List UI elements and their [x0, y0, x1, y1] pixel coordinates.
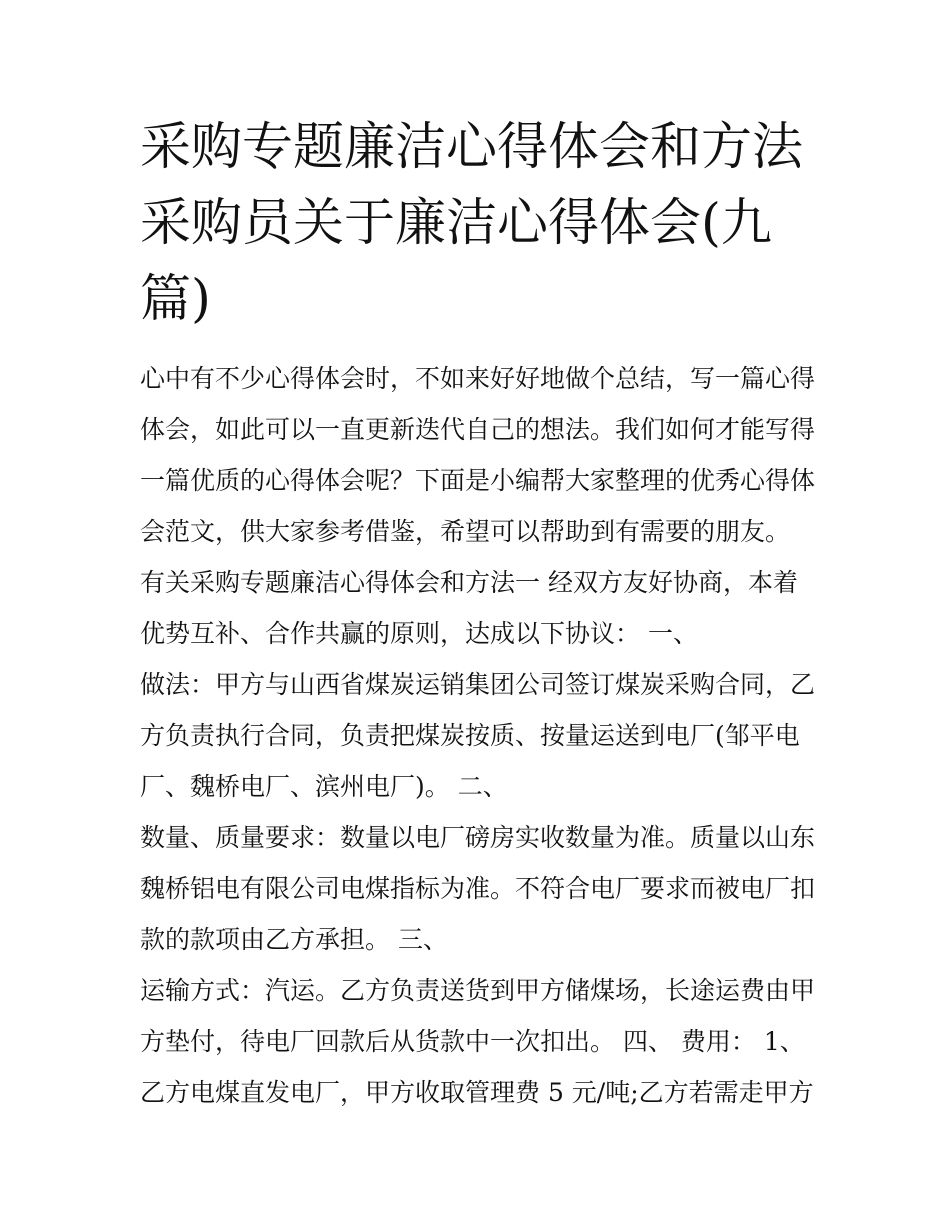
body-line: 优势互补、合作共赢的原则，达成以下协议： 一、	[140, 619, 698, 648]
body-line: 做法：甲方与山西省煤炭运销集团公司签订煤炭采购合同，乙	[140, 670, 816, 699]
title-line: 采购员关于廉洁心得体会(九	[140, 194, 772, 253]
document-page	[140, 110, 820, 1118]
body-line: 方垫付，待电厂回款后从货款中一次扣出。 四、 费用： 1、	[140, 1027, 805, 1056]
body-line: 方负责执行合同，负责把煤炭按质、按量运送到电厂(邹平电	[140, 721, 800, 750]
body-line: 一篇优质的心得体会呢？下面是小编帮大家整理的优秀心得体	[140, 466, 816, 495]
document-title	[140, 110, 820, 338]
body-line: 数量、质量要求：数量以电厂磅房实收数量为准。质量以山东	[140, 823, 816, 852]
body-line: 厂、魏桥电厂、滨州电厂)。 二、	[140, 772, 508, 801]
body-line: 心中有不少心得体会时，不如来好好地做个总结，写一篇心得	[140, 364, 816, 393]
body-line: 有关采购专题廉洁心得体会和方法一 经双方友好协商，本着	[140, 568, 798, 597]
body-line: 运输方式：汽运。乙方负责送货到甲方储煤场，长途运费由甲	[140, 976, 816, 1005]
title-line: 采购专题廉洁心得体会和方法	[140, 118, 804, 177]
body-line: 体会，如此可以一直更新迭代自己的想法。我们如何才能写得	[140, 415, 816, 444]
document-body	[140, 353, 820, 1118]
title-line: 篇)	[140, 270, 211, 329]
body-line: 乙方电煤直发电厂，甲方收取管理费 5 元/吨;乙方若需走甲方	[140, 1078, 814, 1107]
body-line: 会范文，供大家参考借鉴，希望可以帮助到有需要的朋友。	[140, 517, 791, 546]
body-line: 款的款项由乙方承担。 三、	[140, 925, 448, 954]
body-line: 魏桥铝电有限公司电煤指标为准。不符合电厂要求而被电厂扣	[140, 874, 816, 903]
